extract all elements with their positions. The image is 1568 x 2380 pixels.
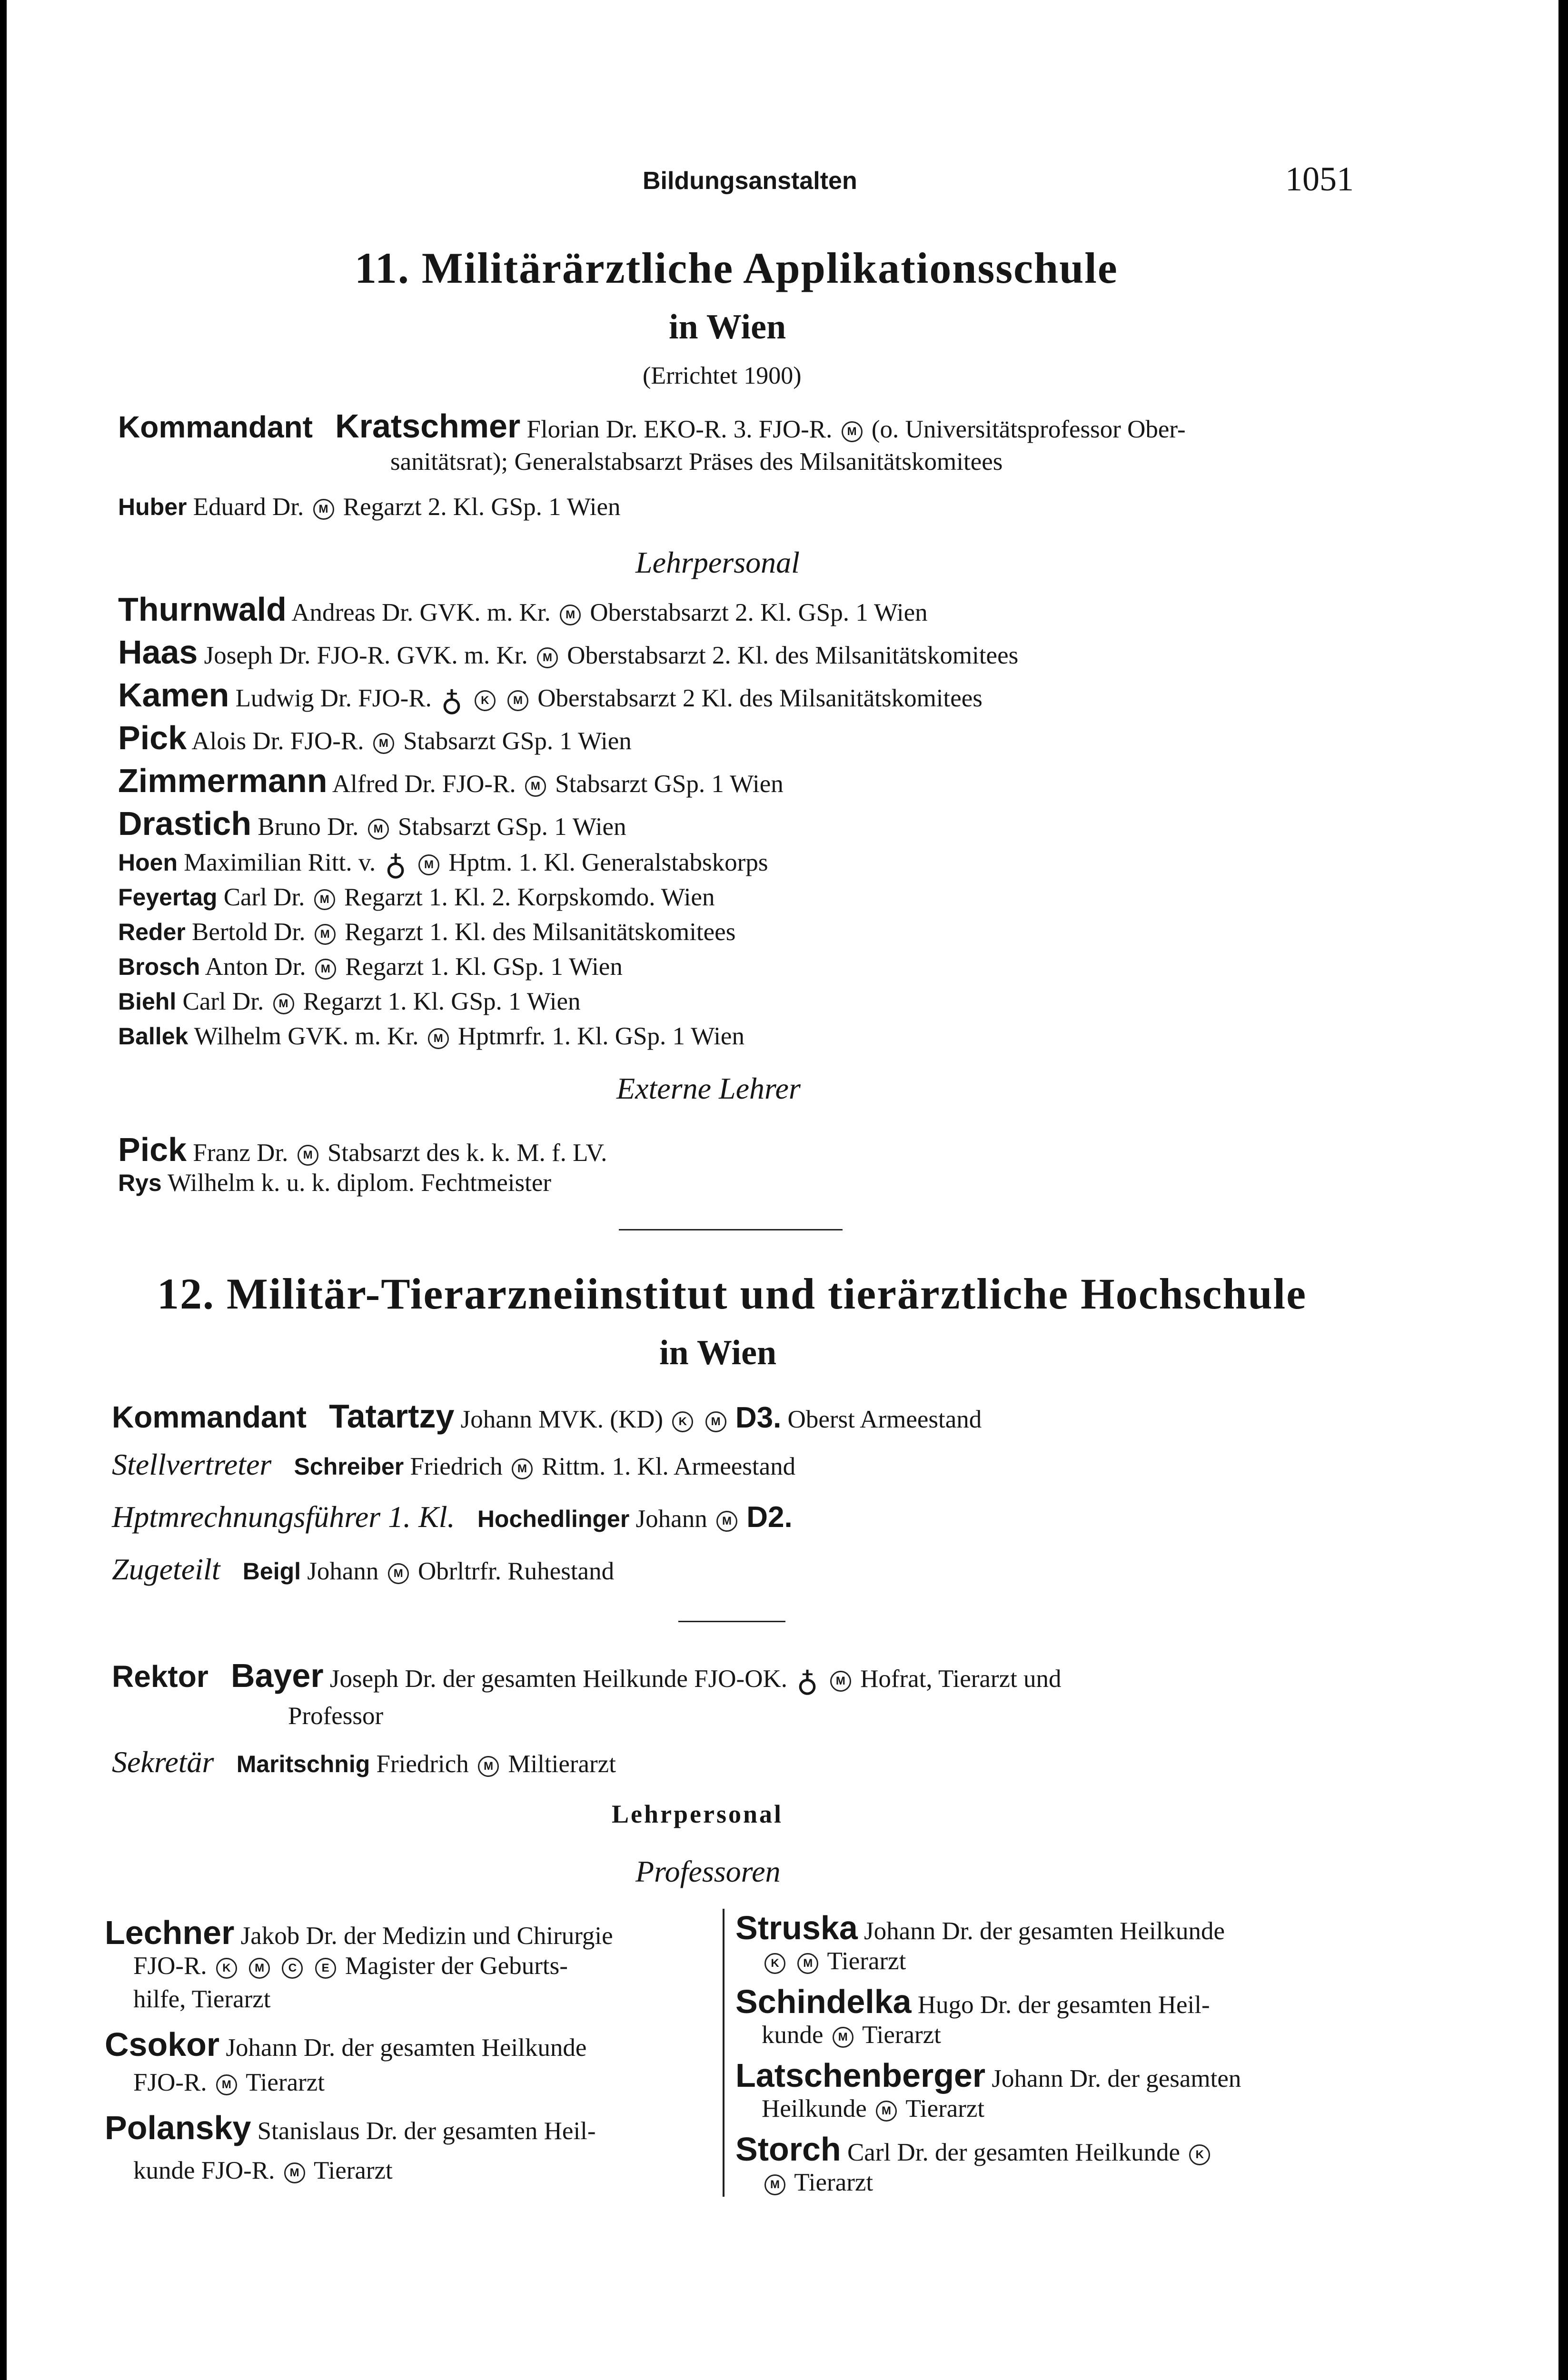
surname: Tatartzy	[329, 1398, 455, 1435]
s12-zugeteilt-line	[112, 1552, 614, 1587]
section-12-subtitle: in Wien	[659, 1333, 777, 1372]
m-badge-icon: M	[315, 924, 336, 945]
staff-entry	[118, 1022, 744, 1051]
entry-text: Wilhelm GVK. m. Kr.	[194, 1022, 419, 1050]
entry-text: Regarzt 1. Kl. GSp. 1 Wien	[345, 953, 623, 981]
surname: Storch	[735, 2131, 841, 2168]
entry-text: Johann Dr. der gesamten Heilkunde	[226, 2034, 587, 2062]
professor-entry-line	[133, 1952, 568, 1980]
entry-text: Andreas Dr. GVK. m. Kr.	[291, 599, 551, 626]
entry-text: Bruno Dr.	[258, 813, 359, 841]
k-badge-icon: K	[216, 1958, 237, 1979]
rechnungsfuehrer-label: Hptmrechnungsführer 1. Kl.	[112, 1500, 455, 1534]
entry-text: Carl Dr.	[223, 883, 305, 911]
zugeteilt-label: Zugeteilt	[112, 1552, 220, 1586]
entry-text: Heilkunde	[762, 2095, 867, 2122]
scan-border-right	[1558, 0, 1568, 2380]
surname: Kratschmer	[335, 407, 521, 445]
entry-text: Tierarzt	[827, 1947, 906, 1975]
entry-text: Wilhelm k. u. k. diplom. Fechtmeister	[168, 1169, 552, 1197]
staff-entry	[118, 804, 626, 843]
m-badge-icon: M	[833, 2027, 853, 2048]
surname: Haas	[118, 634, 198, 671]
section-12-title: 12. Militär-Tierarzneiinstitut und tierärztliche Hochschule	[157, 1269, 1307, 1318]
lehrpersonal-heading-12: Lehrpersonal	[612, 1800, 784, 1828]
m-badge-icon: M	[418, 854, 439, 875]
entry-text: Anton Dr.	[205, 953, 306, 981]
professor-entry	[735, 1909, 1225, 1947]
staff-entry	[118, 847, 768, 883]
entry-text: Ludwig Dr. FJO-R.	[235, 684, 432, 712]
entry-text: Alois Dr. FJO-R.	[191, 727, 364, 755]
entry-text: Joseph Dr. der gesamten Heilkunde FJO-OK.	[329, 1665, 788, 1693]
entry-text: Obrltrfr. Ruhestand	[417, 1557, 615, 1585]
running-head: Bildungsanstalten	[643, 167, 857, 195]
section-11-subtitle: in Wien	[669, 307, 786, 347]
m-badge-icon: M	[705, 1411, 726, 1432]
rektor-label: Rektor	[112, 1659, 208, 1694]
m-badge-icon: M	[876, 2101, 897, 2122]
surname: Reder	[118, 919, 186, 945]
entry-text: Johann Dr. der gesamten	[992, 2065, 1241, 2092]
s12-rektor-line	[112, 1656, 1062, 1699]
entry-text: Oberstabsarzt 2 Kl. des Milsanitätskomitees	[537, 684, 982, 712]
s12-sekretaer-line	[112, 1745, 616, 1780]
surname: Feyertag	[118, 884, 218, 911]
entry-text: Carl Dr. der gesamten Heilkunde	[847, 2139, 1181, 2166]
staff-entry	[118, 719, 632, 757]
surname: Brosch	[118, 953, 200, 980]
column-divider	[723, 1909, 724, 2197]
professor-entry-line	[762, 2021, 941, 2049]
m-badge-icon: M	[512, 1458, 533, 1479]
k-badge-icon: K	[1189, 2144, 1210, 2165]
entry-text: Stabsarzt des k. k. M. f. LV.	[327, 1139, 607, 1167]
s11-kommandant-line	[118, 407, 1186, 445]
page-number: 1051	[1285, 160, 1354, 198]
k-badge-icon: K	[475, 690, 496, 711]
surname: Schreiber	[294, 1453, 404, 1480]
entry-text: Tierarzt	[794, 2169, 873, 2196]
entry-text: Oberstabsarzt 2. Kl. des Milsanitätskomitees	[567, 642, 1019, 669]
surname: Maritschnig	[236, 1751, 370, 1777]
entry-text: Oberst Armeestand	[787, 1406, 982, 1433]
stellvertreter-label: Stellvertreter	[112, 1448, 272, 1481]
m-badge-icon: M	[716, 1511, 737, 1532]
entry-text: Friedrich	[376, 1750, 469, 1778]
surname: Bayer	[230, 1657, 324, 1694]
surname: Hochedlinger	[477, 1506, 630, 1532]
surname: Latschenberger	[735, 2057, 986, 2094]
entry-text: Regarzt 2. Kl. GSp. 1 Wien	[343, 493, 621, 521]
e-badge-icon: E	[315, 1958, 336, 1979]
professor-entry-line	[762, 1947, 906, 1975]
m-badge-icon: M	[314, 889, 335, 910]
surname: Rys	[118, 1170, 162, 1196]
surname: Beigl	[242, 1558, 301, 1585]
entry-text: Maximilian Ritt. v.	[184, 849, 376, 877]
staff-entry	[118, 918, 735, 946]
surname: Thurnwald	[118, 591, 287, 628]
k-badge-icon: K	[672, 1411, 693, 1432]
s12-rechnungsfuehrer-line	[112, 1499, 793, 1535]
surname: Csokor	[105, 2026, 220, 2063]
entry-text: Eduard Dr.	[193, 493, 304, 521]
professor-entry-line	[762, 2094, 984, 2123]
professor-entry-line	[133, 2156, 393, 2185]
m-badge-icon: M	[368, 819, 389, 840]
entry-text: Bertold Dr.	[191, 918, 306, 946]
decoration-icon: ♁	[385, 849, 407, 882]
m-badge-icon: M	[373, 733, 394, 754]
m-badge-icon: M	[388, 1563, 409, 1584]
entry-text: Tierarzt	[313, 2157, 393, 2184]
surname: Biehl	[118, 988, 177, 1015]
professor-entry-line: hilfe, Tierarzt	[133, 1985, 271, 2013]
entry-text: Johann MVK. (KD)	[460, 1406, 664, 1433]
s12-rektor-line-2: Professor	[288, 1702, 384, 1730]
entry-text: Franz Dr.	[193, 1139, 288, 1167]
section-divider	[678, 1621, 785, 1622]
entry-text: Rittm. 1. Kl. Armeestand	[542, 1453, 796, 1480]
m-badge-icon: M	[428, 1028, 449, 1049]
externe-lehrer-heading: Externe Lehrer	[616, 1071, 801, 1105]
surname: Kamen	[118, 676, 229, 714]
scan-border-left	[0, 0, 7, 2380]
entry-text: Stabsarzt GSp. 1 Wien	[555, 770, 784, 798]
externe-entry	[118, 1130, 607, 1169]
entry-text: Carl Dr.	[182, 988, 264, 1015]
entry-text: FJO-R.	[133, 2069, 207, 2096]
professor-entry	[105, 2109, 596, 2147]
professor-entry	[105, 1914, 613, 1952]
staff-entry	[118, 676, 982, 718]
entry-text: Tierarzt	[905, 2095, 985, 2122]
s11-kommandant-line-2: sanitätsrat); Generalstabsarzt Präses des Milsanitätskomitees	[390, 448, 1003, 476]
surname: Polansky	[105, 2109, 251, 2146]
section-11-title: 11. Militärärztliche Applikationsschule	[355, 244, 1118, 292]
m-badge-icon: M	[560, 605, 581, 625]
staff-entry	[118, 883, 715, 912]
m-badge-icon: M	[273, 993, 294, 1014]
m-badge-icon: M	[313, 499, 334, 520]
entry-text: Johann Dr. der gesamten Heilkunde	[864, 1917, 1225, 1945]
m-badge-icon: M	[507, 690, 528, 711]
m-badge-icon: M	[298, 1145, 318, 1166]
m-badge-icon: M	[216, 2074, 237, 2095]
section-divider	[619, 1229, 843, 1230]
surname: Huber	[118, 494, 187, 520]
m-badge-icon: M	[842, 421, 863, 442]
staff-entry	[118, 952, 623, 981]
surname: Struska	[735, 1909, 858, 1946]
k-badge-icon: K	[764, 1953, 785, 1974]
surname: Zimmermann	[118, 762, 327, 799]
surname: Schindelka	[735, 1983, 912, 2020]
kommandant-label: Kommandant	[112, 1400, 307, 1434]
m-badge-icon: M	[537, 647, 558, 668]
sekretaer-label: Sekretär	[112, 1745, 214, 1779]
entry-text: Regarzt 1. Kl. 2. Korpskomdo. Wien	[344, 883, 715, 911]
staff-entry	[118, 987, 581, 1016]
m-badge-icon: M	[525, 776, 546, 797]
entry-text: Hugo Dr. der gesamten Heil-	[917, 1991, 1210, 2019]
entry-text: Johann	[635, 1505, 707, 1533]
entry-text: FJO-R.	[133, 1952, 207, 1980]
entry-text: Stabsarzt GSp. 1 Wien	[403, 727, 632, 755]
d-class-mark: D2.	[746, 1501, 793, 1534]
decoration-icon: ♁	[796, 1665, 818, 1698]
externe-entry	[118, 1169, 551, 1197]
d-class-mark: D3.	[735, 1401, 782, 1434]
m-badge-icon: M	[478, 1756, 499, 1777]
professoren-heading: Professoren	[635, 1854, 781, 1888]
surname: Lechner	[105, 1914, 235, 1951]
entry-text: Tierarzt	[862, 2021, 941, 2049]
entry-text: Alfred Dr. FJO-R.	[332, 770, 516, 798]
m-badge-icon: M	[284, 2162, 305, 2183]
entry-text: Regarzt 1. Kl. des Milsanitätskomitees	[344, 918, 736, 946]
entry-text: Regarzt 1. Kl. GSp. 1 Wien	[303, 988, 581, 1015]
surname: Pick	[118, 1131, 187, 1168]
entry-text: Oberstabsarzt 2. Kl. GSp. 1 Wien	[590, 599, 928, 626]
professor-entry-line	[133, 2068, 325, 2097]
m-badge-icon: M	[797, 1953, 818, 1974]
s11-huber-entry	[118, 493, 621, 521]
entry-text: Tierarzt	[246, 2069, 325, 2096]
entry-text: (o. Universitätsprofessor Ober-	[871, 416, 1186, 443]
entry-text: Miltierarzt	[508, 1750, 616, 1778]
entry-text: Magister der Geburts-	[345, 1952, 568, 1980]
entry-text: Johann	[307, 1557, 379, 1585]
c-badge-icon: C	[282, 1958, 303, 1979]
professor-entry-line	[762, 2168, 873, 2197]
entry-text: Hptm. 1. Kl. Generalstabskorps	[448, 849, 768, 877]
entry-text: kunde	[762, 2021, 824, 2049]
decoration-icon: ♁	[441, 684, 463, 717]
entry-text: Hofrat, Tierarzt und	[860, 1665, 1062, 1693]
entry-text: Florian Dr. EKO-R. 3. FJO-R.	[526, 416, 833, 443]
staff-entry	[118, 762, 784, 800]
professor-entry	[735, 2130, 1213, 2168]
surname: Hoen	[118, 849, 178, 876]
s12-stellvertreter-line	[112, 1447, 795, 1482]
lehrpersonal-heading: Lehrpersonal	[635, 545, 800, 579]
m-badge-icon: M	[249, 1958, 270, 1979]
m-badge-icon: M	[830, 1671, 851, 1692]
entry-text: kunde FJO-R.	[133, 2157, 275, 2184]
surname: Drastich	[118, 805, 252, 842]
surname: Pick	[118, 719, 187, 756]
entry-text: Friedrich	[410, 1453, 503, 1480]
surname: Ballek	[118, 1023, 189, 1050]
entry-text: Stabsarzt GSp. 1 Wien	[397, 813, 626, 841]
entry-text: Stanislaus Dr. der gesamten Heil-	[257, 2117, 596, 2145]
entry-text: Joseph Dr. FJO-R. GVK. m. Kr.	[204, 642, 528, 669]
entry-text: Jakob Dr. der Medizin und Chirurgie	[240, 1922, 613, 1950]
section-11-founded: (Errichtet 1900)	[643, 362, 802, 389]
staff-entry	[118, 633, 1018, 671]
s12-kommandant-line	[112, 1397, 982, 1435]
m-badge-icon: M	[315, 959, 336, 980]
kommandant-label: Kommandant	[118, 410, 313, 444]
professor-entry	[105, 2025, 586, 2063]
staff-entry	[118, 590, 928, 628]
m-badge-icon: M	[764, 2174, 785, 2195]
entry-text: Hptmrfr. 1. Kl. GSp. 1 Wien	[458, 1022, 744, 1050]
professor-entry	[735, 1983, 1210, 2021]
professor-entry	[735, 2056, 1241, 2094]
